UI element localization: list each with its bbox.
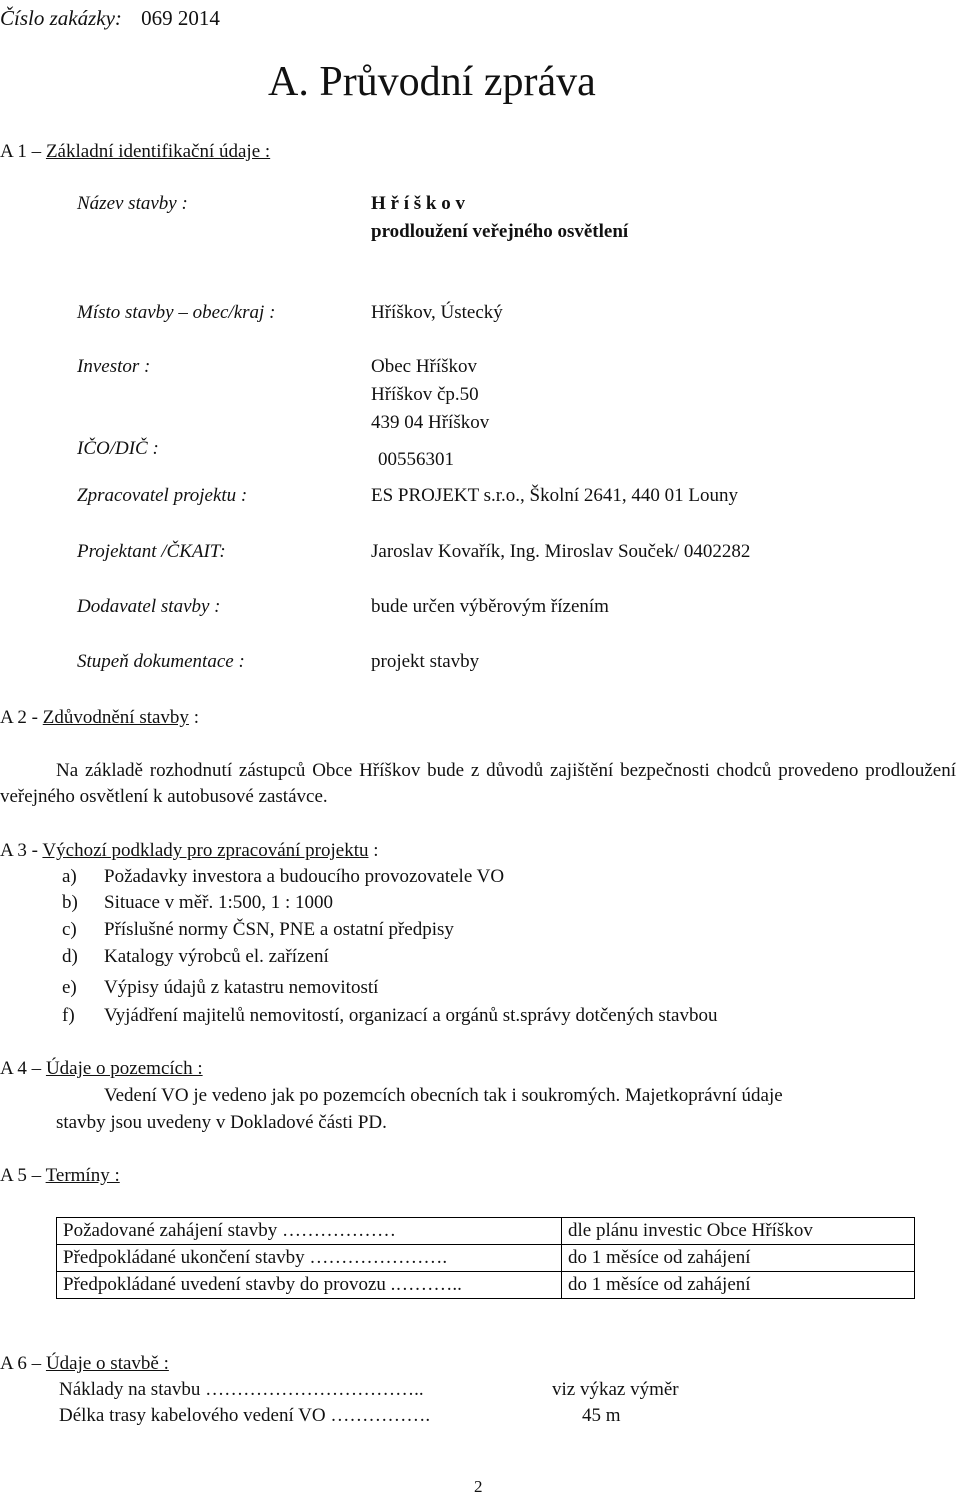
a3-item-text: Situace v měř. 1:500, 1 : 1000	[104, 892, 334, 913]
a1-heading-text: Základní identifikační údaje :	[45, 141, 271, 162]
a3-heading	[0, 840, 379, 862]
dodavatel-label: Dodavatel stavby :	[77, 596, 221, 617]
a5-heading	[0, 1165, 120, 1187]
a3-item-text: Katalogy výrobců el. zařízení	[104, 946, 329, 967]
terms-value: dle plánu investic Obce Hříškov	[562, 1218, 915, 1245]
table-row	[57, 1245, 915, 1272]
a5-prefix: A 5 –	[0, 1165, 42, 1186]
a6-value: viz výkaz výměr	[552, 1379, 679, 1400]
terms-label: Požadované zahájení stavby ………………	[57, 1218, 562, 1245]
a6-value: 45 m	[582, 1405, 621, 1426]
a4-line-1: Vedení VO je vedeno jak po pozemcích obecních tak i soukromých. Majetkoprávní údaje	[104, 1085, 783, 1106]
a4-line-2: stavby jsou uvedeny v Dokladové části PD.	[56, 1112, 387, 1133]
a4-heading-text: Údaje o pozemcích :	[45, 1058, 203, 1079]
nazev-label: Název stavby :	[77, 193, 188, 214]
terms-label: Předpokládané uvedení stavby do provozu .………..	[57, 1272, 562, 1299]
projektant-value: Jaroslav Kovařík, Ing. Miroslav Souček/ 0402282	[371, 541, 751, 562]
stupen-label: Stupeň dokumentace :	[77, 651, 245, 672]
investor-line-2: Hříškov čp.50	[371, 384, 479, 405]
a3-item-mark: b)	[62, 892, 78, 913]
a4-prefix: A 4 –	[0, 1058, 42, 1079]
a6-prefix: A 6 –	[0, 1353, 42, 1374]
a3-prefix: A 3 -	[0, 840, 38, 861]
a6-label: Náklady na stavbu ……………………………..	[59, 1379, 424, 1400]
a6-heading	[0, 1353, 169, 1375]
order-number	[0, 6, 220, 30]
zpracovatel-label: Zpracovatel projektu :	[77, 485, 248, 506]
a3-suffix: :	[373, 840, 379, 861]
zpracovatel-value: ES PROJEKT s.r.o., Školní 2641, 440 01 Louny	[371, 485, 739, 506]
terms-label: Předpokládané ukončení stavby ………………….	[57, 1245, 562, 1272]
stupen-value: projekt stavby	[371, 651, 480, 672]
a5-heading-text: Termíny :	[45, 1165, 120, 1186]
a6-label: Délka trasy kabelového vedení VO …………….	[59, 1405, 431, 1426]
investor-label: Investor :	[77, 356, 151, 377]
page-number: 2	[474, 1477, 483, 1496]
a3-item-mark: f)	[62, 1005, 75, 1026]
a1-prefix: A 1 –	[0, 141, 42, 162]
order-label: Číslo zakázky:	[0, 6, 122, 30]
nazev-value-2: prodloužení veřejného osvětlení	[371, 221, 629, 242]
nazev-value-1: H ř í š k o v	[371, 193, 465, 214]
a2-heading	[0, 707, 199, 729]
a2-heading-text: Zdůvodnění stavby	[42, 707, 189, 728]
a4-heading	[0, 1058, 203, 1080]
misto-label: Místo stavby – obec/kraj :	[77, 302, 276, 323]
a3-item-text: Vyjádření majitelů nemovitostí, organizací a orgánů st.správy dotčených stavbou	[104, 1005, 718, 1026]
ico-value: 00556301	[378, 449, 454, 470]
terms-value: do 1 měsíce od zahájení	[562, 1245, 915, 1272]
page-title: A. Průvodní zpráva	[268, 59, 596, 105]
a3-item-mark: a)	[62, 866, 77, 887]
misto-value: Hříškov, Ústecký	[371, 302, 503, 323]
a3-heading-text: Výchozí podklady pro zpracování projektu	[42, 840, 369, 861]
a3-item-mark: e)	[62, 977, 77, 998]
a2-suffix: :	[193, 707, 199, 728]
a2-prefix: A 2 -	[0, 707, 38, 728]
a3-item-mark: c)	[62, 919, 77, 940]
a2-text: Na základě rozhodnutí zástupců Obce Hříškov bude z důvodů zajištění bezpečnosti chodců provedeno prodloužení veřejného osvětlení k autobusové zastávce.	[0, 760, 956, 807]
order-value: 069 2014	[141, 6, 220, 30]
a3-item-text: Příslušné normy ČSN, PNE a ostatní předpisy	[104, 919, 454, 940]
a3-item-text: Požadavky investora a budoucího provozovatele VO	[104, 866, 505, 887]
a1-heading	[0, 141, 270, 163]
dodavatel-value: bude určen výběrovým řízením	[371, 596, 609, 617]
investor-line-1: Obec Hříškov	[371, 356, 478, 377]
a3-item-mark: d)	[62, 946, 78, 967]
investor-line-3: 439 04 Hříškov	[371, 412, 490, 433]
terms-value: do 1 měsíce od zahájení	[562, 1272, 915, 1299]
a6-heading-text: Údaje o stavbě :	[45, 1353, 169, 1374]
ico-label: IČO/DIČ :	[77, 438, 159, 459]
table-row	[57, 1218, 915, 1245]
table-row	[57, 1272, 915, 1299]
a3-item-text: Výpisy údajů z katastru nemovitostí	[104, 977, 379, 998]
projektant-label: Projektant /ČKAIT:	[77, 541, 226, 562]
terms-table	[56, 1217, 915, 1299]
